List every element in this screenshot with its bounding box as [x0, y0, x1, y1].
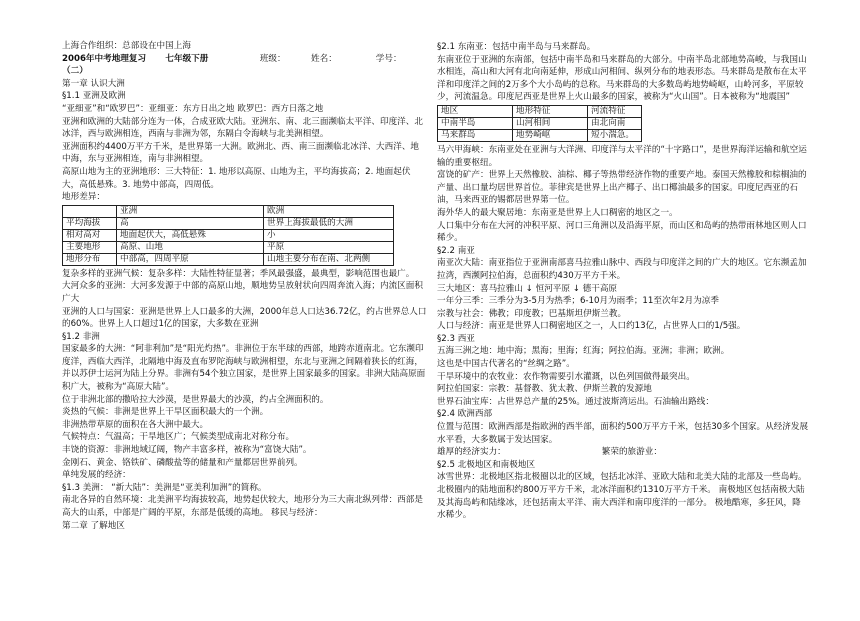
table-cell: 高原、山地 — [117, 241, 264, 253]
table-cell: 由北向南 — [588, 117, 642, 129]
table-row — [63, 253, 394, 265]
paragraph: 一年分三季：三季分为3-5月为热季；6-10月为雨季；11至次年2月为凉季 — [437, 296, 719, 307]
table-cell: 小 — [264, 229, 394, 241]
table-cell: 平均海拔 — [63, 217, 117, 229]
paragraph: 非洲热带草原的面积在各大洲中最大。 — [62, 419, 209, 430]
paragraph: 这也是中国古代著名的“丝绸之路”。 — [437, 359, 575, 370]
table-cell: 地势崎岖 — [513, 129, 588, 141]
chapter-heading: 第二章 了解地区 — [62, 520, 125, 531]
table-cell: 地区 — [438, 105, 513, 117]
economy-label: 雄厚的经济实力： — [437, 447, 506, 458]
paragraph: 宗教与社会：佛教；印度教；巴基斯坦伊斯兰教。 — [437, 308, 627, 319]
table-cell: 主要地形 — [63, 241, 117, 253]
paragraph: 复杂多样的亚洲气候：复杂多样：大陆性特征显著；季风最强盛，最典型，影响范围也最广。 — [62, 268, 415, 279]
table-row — [438, 129, 642, 141]
paragraph: 五海三洲之地：地中海；黑海；里海；红海；阿拉伯海。亚洲；非洲；欧洲。 — [437, 346, 730, 357]
section-heading: §1.3 美洲： “新大陆”：美洲是“亚美利加洲”的简称。 — [62, 482, 267, 493]
tourism-label: 繁荣的旅游业： — [601, 447, 662, 458]
table-cell: 山河相间 — [513, 117, 588, 129]
table-cell: 世界上海拔最低的大洲 — [264, 217, 394, 229]
southeast-asia-table — [437, 105, 642, 142]
table-cell: 高 — [117, 217, 264, 229]
paragraph: 亚洲面积约4400万平方千米，是世界第一大洲。欧洲北、西、南三面濒临北冰洋、大西洋、地中海，东与亚洲相连，南与非洲相望。 — [62, 141, 420, 165]
doc-title: 2006年中考地理复习（二） — [62, 53, 147, 77]
paragraph: 丰饶的资源：非洲地域辽阔，物产丰富多样，被称为“富饶大陆”。 — [62, 445, 312, 456]
section-heading: §2.5 北极地区和南极地区 — [437, 459, 536, 470]
paragraph: 马六甲海峡：东南亚处在亚洲与大洋洲、印度洋与太平洋的“十字路口”，是世界海洋运输和航空运输的重要枢纽。 — [437, 144, 807, 168]
paragraph: 东南亚位于亚洲的东南部，包括中南半岛和马来群岛的大部分。中南半岛北部地势高峻，与我国山水相连，高山和大河有北向南延伸，形成山河相间、纵列分布的地表形态。马来群岛是散布在太平洋和印度洋之间的2万多个大小岛屿的总称。马来群岛的大多数岛屿地势崎岖，山岭河多，平原较少，河流温急。印度尼西亚是世界上火山最多的国家，被称为“火山国”。日本被称为“地震国” — [437, 54, 807, 103]
paragraph: 干旱环境中的农牧业：农作物需要引水灌溉，以色列国做得最突出。 — [437, 371, 695, 382]
name-field: 姓名： — [311, 53, 337, 64]
table-cell: 短小湍急。 — [588, 129, 642, 141]
section-heading: §2.2 南亚 — [437, 245, 475, 256]
chapter-heading: 第一章 认识大洲 — [62, 78, 125, 89]
table-cell — [63, 205, 117, 217]
table-cell: 中部高，四周平原 — [117, 253, 264, 265]
paragraph: 人口集中分布在大河的冲积平原、河口三角洲以及沿海平原，而山区和岛屿的热带雨林地区则人口稀少。 — [437, 220, 807, 244]
table-header-row — [63, 205, 394, 217]
terrain-comparison-table — [62, 205, 394, 266]
table-cell: 地形特征 — [513, 105, 588, 117]
org-note: 上海合作组织：总部设在中国上海 — [62, 41, 191, 51]
paragraph: 国家最多的大洲：“阿非利加”是“阳光灼热”。非洲位于东半球的西部，地跨赤道南北。它东濒印度洋，西临大西洋，北隔地中海及直布罗陀海峡与欧洲相望，东北与亚洲之间隔着狭长的红海，并以苏伊士运河为陆上分界。非洲有54个独立国家，是世界上国家最多的国家。非洲大陆高原面积广大，被称为“高原大陆”。 — [62, 344, 426, 393]
paragraph: 南亚次大陆：南亚指位于亚洲南部喜马拉雅山脉中、西段与印度洋之间的广大的地区。它东濒孟加拉湾，西濒阿拉伯海，总面积约430万平方千米。 — [437, 258, 807, 281]
paragraph: 阿拉伯国家：宗教：基督教、犹太教、伊斯兰教的发源地 — [437, 384, 652, 395]
table-row — [63, 217, 394, 229]
class-field: 班级： — [259, 53, 286, 64]
paragraph: 富饶的矿产：世界上天然橡胶、油棕、椰子等热带经济作物的重要产地。泰国天然橡胶和棕榈油的产量、出口量均居世界首位。菲律宾是世界上出产椰子、出口椰油最多的国家。印度尼西亚的石油，马来西亚的锡都居世界第一位。 — [437, 170, 807, 206]
table-cell: 相对高对 — [63, 229, 117, 241]
paragraph: 亚洲和欧洲的大陆部分连为一体，合成亚欧大陆。亚洲东、南、北三面濒临太平洋、印度洋、北冰洋，西与欧洲相连，西南与非洲为邻，东隔白令海峡与北美洲相望。 — [62, 116, 423, 140]
paragraph: 位置与范围：欧洲西部是指欧洲的西半部，面积约500万平方千米，包括30多个国家。从经济发展水平看，大多数属于发达国家。 — [437, 422, 809, 445]
paragraph: 炎热的气候：非洲是世界上干旱区面积最大的一个洲。 — [62, 407, 269, 418]
table-cell: 欧洲 — [264, 205, 394, 217]
table-cell: 地形分布 — [63, 253, 117, 265]
table-cell: 中南半岛 — [438, 117, 513, 129]
paragraph: 高原山地为主的亚洲地形：三大特征：1. 地形以高原、山地为主，平均海拔高；2. 地面起伏大，高低悬殊。3. 地势中部高，四周低。 — [62, 166, 411, 190]
paragraph: 气候特点：气温高；干旱地区广；气候类型成南北对称分布。 — [62, 432, 295, 443]
paragraph-pair — [437, 446, 809, 459]
right-column — [437, 41, 809, 522]
paragraph: 地形差异： — [62, 192, 105, 203]
paragraph: “亚细亚”和“欧罗巴”：亚细亚：东方日出之地 欧罗巴：西方日落之地 — [62, 103, 324, 114]
paragraph: 冰雪世界：北极地区指北极圈以北的区域，包括北冰洋、亚欧大陆和北美大陆的北部及一些岛屿。北极圈内的陆地面积约800万平方千米，北冰洋面积约1310万平方千米。 南极地区包括南极大陆及其海岛屿和陆缘冰，还包括南太平洋、南大西洋和南印度洋的一部分。 极地酷寒，多狂风，降水稀少。 — [437, 472, 807, 521]
paragraph: 海外华人的最大聚居地：东南亚是世界上人口稠密的地区之一。 — [437, 207, 678, 218]
table-cell: 地面起伏大，高低悬殊 — [117, 229, 264, 241]
paragraph: 南北各异的自然环境：北美洲平均海拔较高，地势起伏较大，地形分为三大南北纵列带：西部是高大的山系，中部是广阔的平原，东部是低缓的高地。 移民与经济： — [62, 495, 423, 518]
paragraph: 世界石油宝库：占世界总产量的25%。通过波斯湾运出。石油输出路线： — [437, 396, 714, 407]
paragraph: 单纯发展的经济： — [62, 470, 131, 481]
section-heading: §2.3 西亚 — [437, 333, 475, 344]
table-cell: 亚洲 — [117, 205, 264, 217]
table-cell: 平原 — [264, 241, 394, 253]
table-cell: 马来群岛 — [438, 129, 513, 141]
header-row — [62, 53, 427, 78]
table-row — [438, 117, 642, 129]
table-header-row — [438, 105, 642, 117]
paragraph: 人口与经济：南亚是世界人口稠密地区之一，人口约13亿，占世界人口的1/5强。 — [437, 321, 746, 332]
paragraph: 亚洲的人口与国家：亚洲是世界上人口最多的大洲，2000年总人口达36.72亿，约占世界总人口的60%。世界上人口超过1亿的国家，大多数在亚洲 — [62, 306, 427, 330]
section-heading: §1.1 亚洲及欧洲 — [62, 91, 126, 102]
paragraph: 三大地区：喜马拉雅山 ↓ 恒河平原 ↓ 德干高原 — [437, 283, 618, 294]
id-field: 学号： — [375, 53, 402, 64]
paragraph: 金刚石、黄金、铬铁矿、磷酸盐等的储量和产量都居世界前列。 — [62, 457, 303, 468]
section-heading: §2.4 欧洲西部 — [437, 409, 493, 420]
table-cell: 山地主要分布在南、北两侧 — [264, 253, 394, 265]
paragraph: 大河众多的亚洲：大河多发源于中部的高原山地，顺地势呈放射状向四周奔流入海；内流区面积广大 — [62, 281, 423, 304]
grade-label: 七年级下册 — [165, 53, 209, 64]
table-row — [63, 241, 394, 253]
table-cell: 河流特征 — [588, 105, 642, 117]
left-column — [62, 40, 427, 532]
section-heading: §1.2 非洲 — [62, 331, 100, 342]
section-heading: §2.1 东南亚：包括中南半岛与马来群岛。 — [437, 42, 596, 52]
table-row — [63, 229, 394, 241]
paragraph: 位于非洲北部的撒哈拉大沙漠，是世界最大的沙漠，约占全洲面积的。 — [62, 394, 329, 405]
